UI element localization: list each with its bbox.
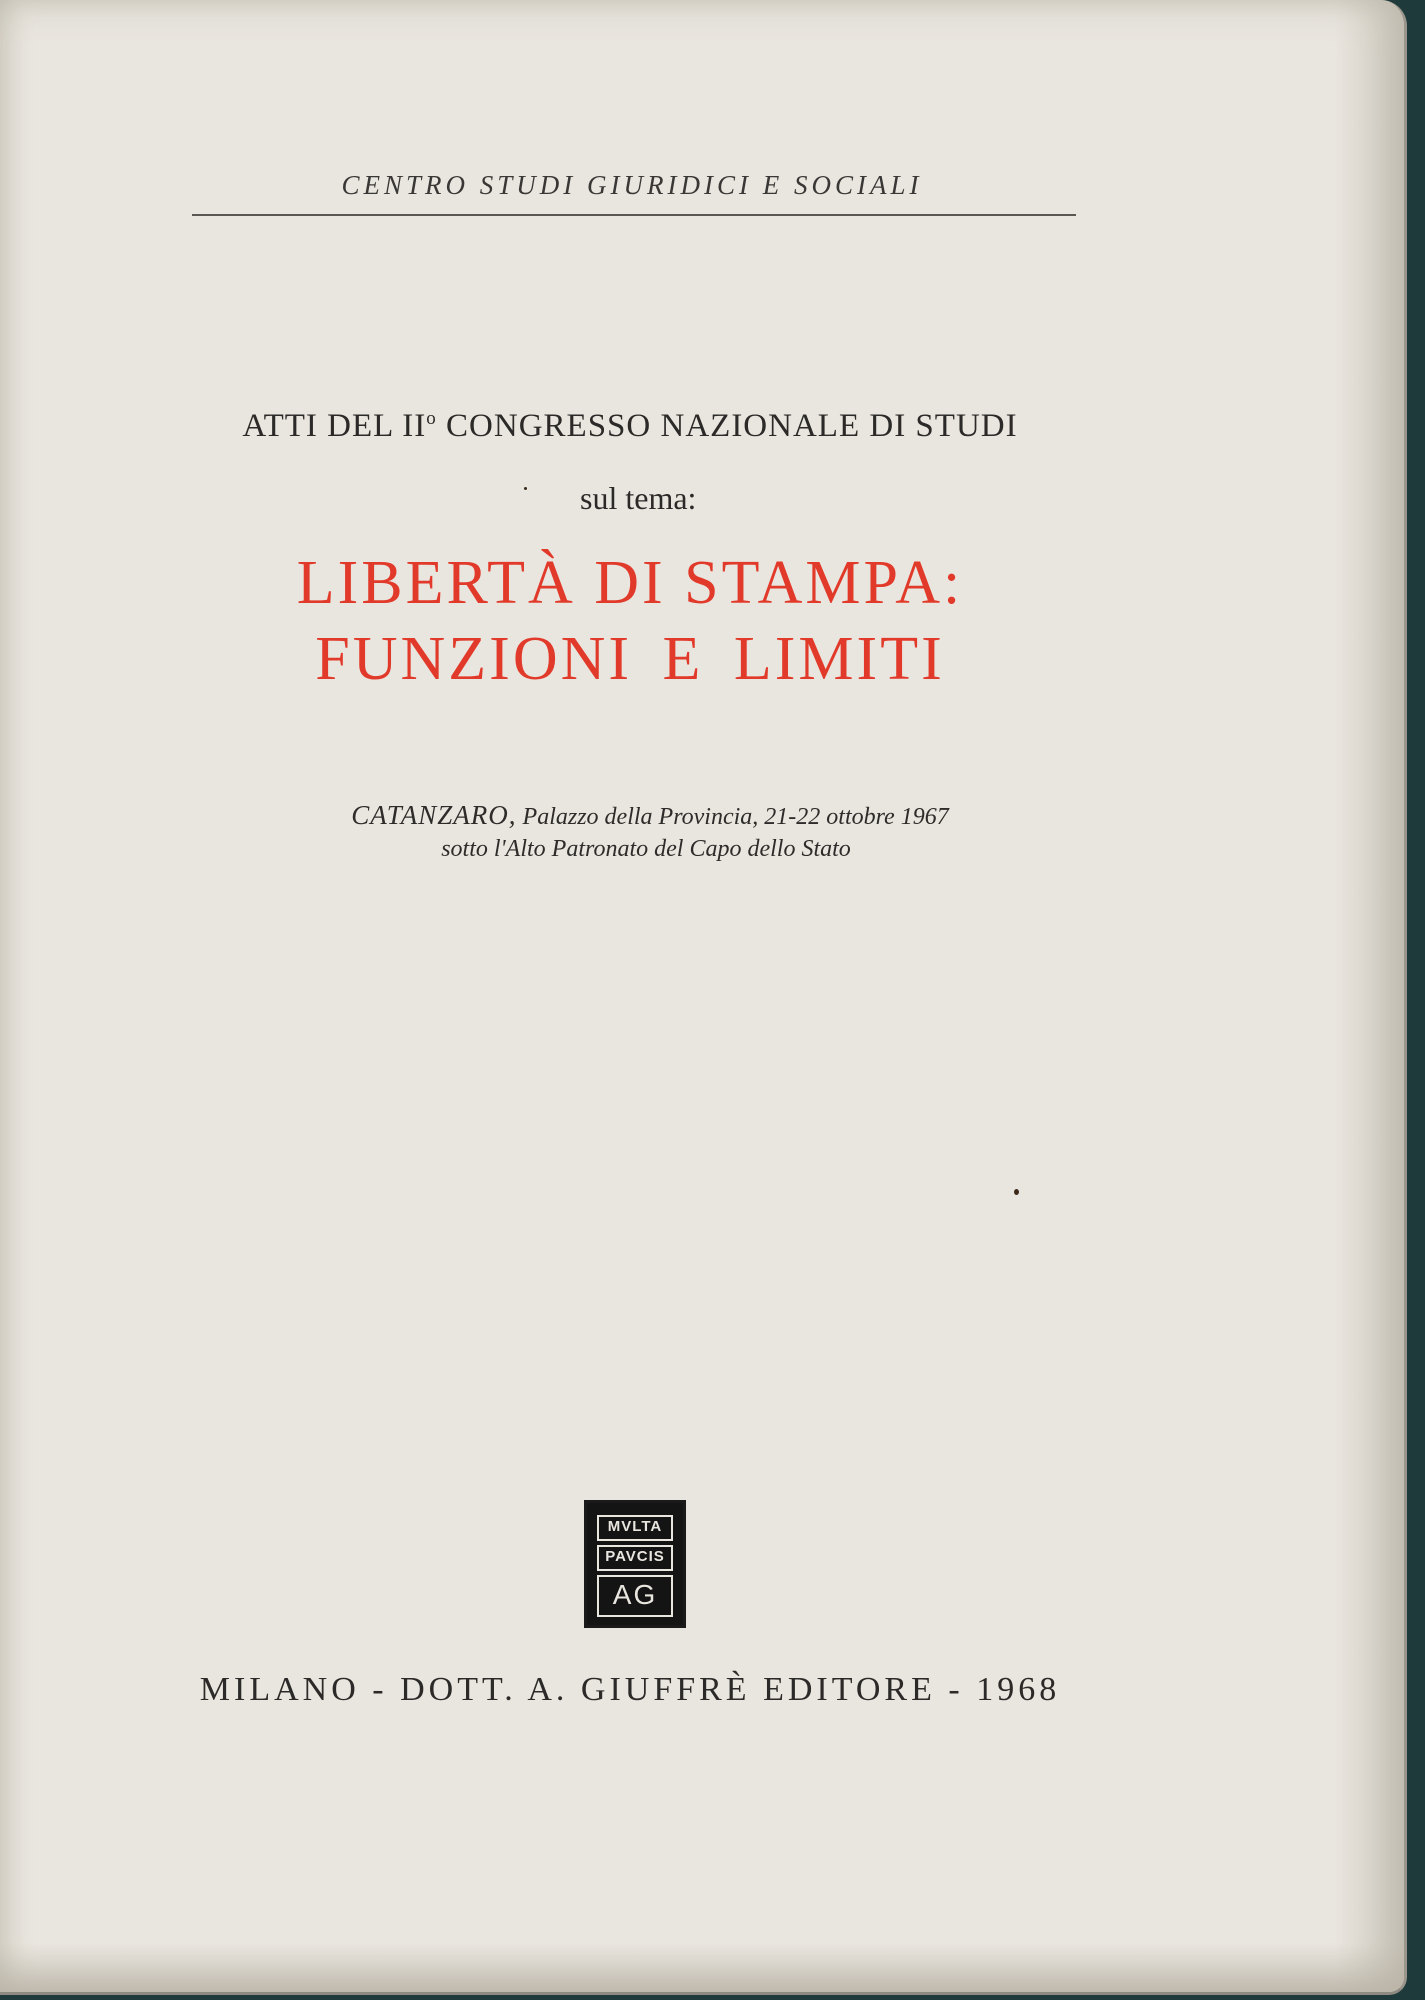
publisher-logo: [584, 1500, 686, 1628]
patronage-line: sotto l'Alto Patronato del Capo dello Stato: [441, 836, 851, 862]
publisher-imprint: MILANO - DOTT. A. GIUFFRÈ EDITORE - 1968: [199, 1671, 1061, 1708]
book-title-line-1: LIBERTÀ DI STAMPA:: [296, 549, 964, 617]
logo-line-3: AG: [597, 1575, 673, 1617]
proceedings-heading-rest: CONGRESSO NAZIONALE DI STUDI: [436, 408, 1018, 444]
venue-city: CATANZARO,: [351, 800, 517, 830]
series-title: CENTRO STUDI GIURIDICI E SOCIALI: [341, 170, 923, 200]
venue-line: [180, 800, 1120, 831]
logo-line-1: MVLTA: [597, 1515, 673, 1541]
proceedings-heading: [160, 408, 1100, 445]
venue-details: Palazzo della Provincia, 21-22 ottobre 1967: [516, 804, 949, 830]
series-rule: [192, 214, 1076, 216]
book-title-line-2: FUNZIONI E LIMITI: [315, 625, 945, 693]
proceedings-heading-main: ATTI DEL II: [242, 408, 427, 444]
ordinal-superscript: o: [426, 408, 437, 429]
paper-speck: [1014, 1189, 1019, 1195]
paper-speck: [524, 487, 527, 490]
theme-label: sul tema:: [580, 480, 697, 516]
logo-line-2: PAVCIS: [597, 1545, 673, 1571]
